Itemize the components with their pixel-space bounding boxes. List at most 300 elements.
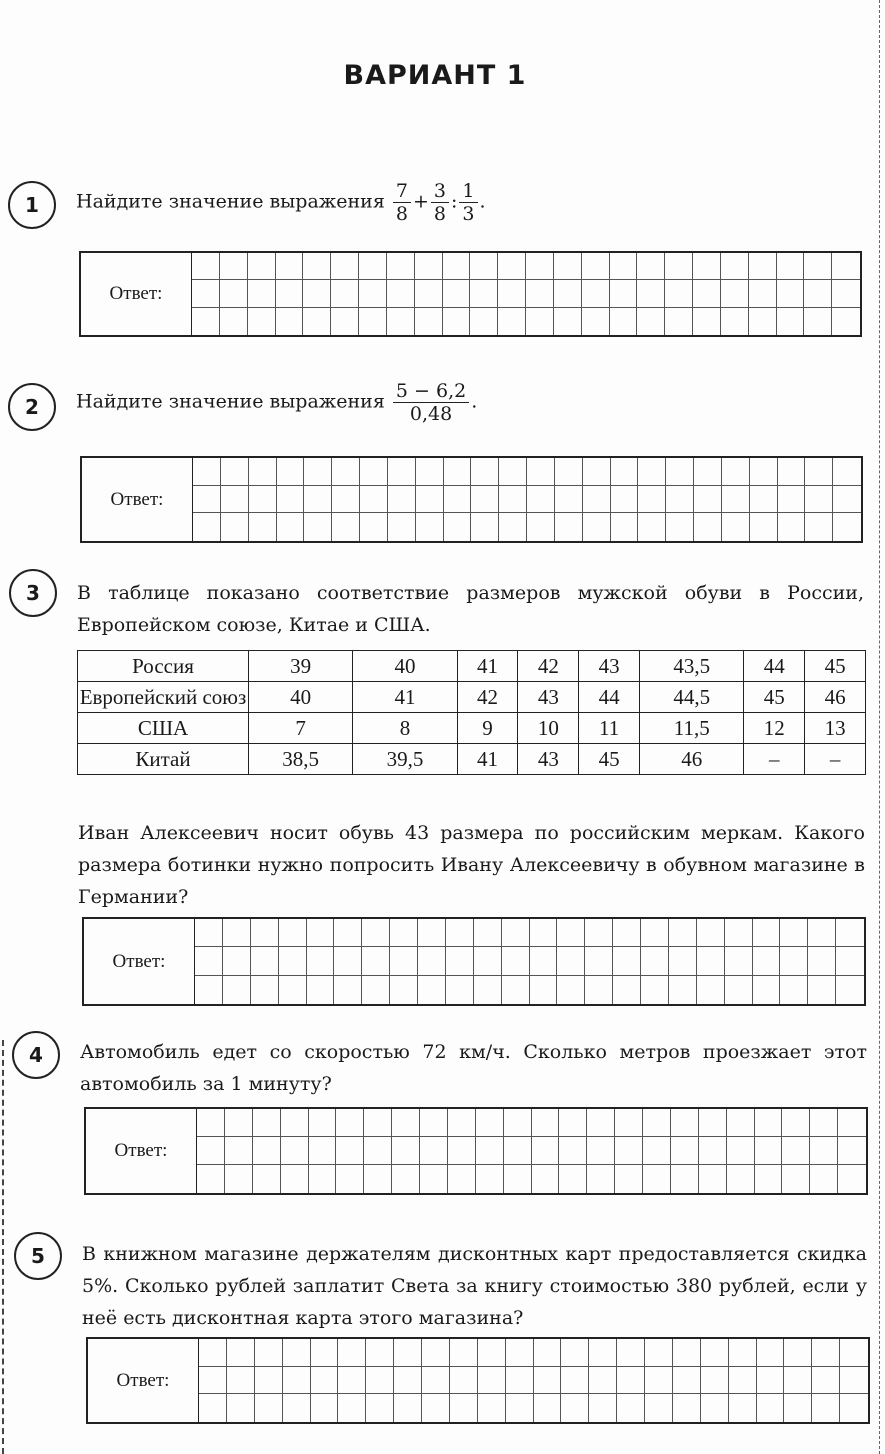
answer-cell[interactable] xyxy=(499,486,527,514)
answer-cell[interactable] xyxy=(470,308,498,335)
answer-cell[interactable] xyxy=(223,947,251,975)
answer-cell[interactable] xyxy=(532,1137,560,1165)
answer-cell[interactable] xyxy=(197,1109,225,1137)
answer-cell[interactable] xyxy=(331,253,359,280)
answer-cell[interactable] xyxy=(808,947,836,975)
answer-cell[interactable] xyxy=(281,1165,309,1193)
answer-cell[interactable] xyxy=(504,1165,532,1193)
answer-cell[interactable] xyxy=(836,947,864,975)
answer-cell[interactable] xyxy=(669,947,697,975)
answer-cell[interactable] xyxy=(311,1394,339,1422)
answer-cell[interactable] xyxy=(534,1394,562,1422)
answer-cell[interactable] xyxy=(585,947,613,975)
answer-cell[interactable] xyxy=(311,1367,339,1395)
answer-cell[interactable] xyxy=(722,486,750,514)
answer-cell[interactable] xyxy=(694,458,722,486)
answer-cell[interactable] xyxy=(757,1339,785,1367)
answer-cell[interactable] xyxy=(641,976,669,1004)
answer-cell[interactable] xyxy=(637,253,665,280)
answer-grid[interactable] xyxy=(199,1339,868,1422)
answer-cell[interactable] xyxy=(502,919,530,947)
answer-cell[interactable] xyxy=(255,1339,283,1367)
answer-cell[interactable] xyxy=(471,513,499,541)
answer-cell[interactable] xyxy=(808,919,836,947)
answer-cell[interactable] xyxy=(331,280,359,307)
answer-cell[interactable] xyxy=(332,458,360,486)
answer-cell[interactable] xyxy=(192,280,220,307)
answer-cell[interactable] xyxy=(227,1367,255,1395)
answer-cell[interactable] xyxy=(415,253,443,280)
answer-cell[interactable] xyxy=(527,458,555,486)
answer-cell[interactable] xyxy=(610,280,638,307)
answer-cell[interactable] xyxy=(777,280,805,307)
answer-cell[interactable] xyxy=(778,458,806,486)
answer-cell[interactable] xyxy=(338,1339,366,1367)
answer-cell[interactable] xyxy=(693,308,721,335)
answer-cell[interactable] xyxy=(448,1137,476,1165)
answer-cell[interactable] xyxy=(387,280,415,307)
answer-cell[interactable] xyxy=(225,1137,253,1165)
answer-cell[interactable] xyxy=(838,1165,866,1193)
answer-cell[interactable] xyxy=(359,280,387,307)
answer-cell[interactable] xyxy=(804,308,832,335)
answer-cell[interactable] xyxy=(444,513,472,541)
answer-cell[interactable] xyxy=(225,1165,253,1193)
answer-cell[interactable] xyxy=(478,1339,506,1367)
answer-cell[interactable] xyxy=(725,976,753,1004)
answer-cell[interactable] xyxy=(392,1165,420,1193)
answer-cell[interactable] xyxy=(777,253,805,280)
answer-cell[interactable] xyxy=(192,308,220,335)
answer-cell[interactable] xyxy=(527,486,555,514)
answer-cell[interactable] xyxy=(390,976,418,1004)
answer-cell[interactable] xyxy=(446,947,474,975)
answer-cell[interactable] xyxy=(784,1394,812,1422)
answer-cell[interactable] xyxy=(530,919,558,947)
answer-cell[interactable] xyxy=(444,486,472,514)
answer-box-4[interactable] xyxy=(84,1107,868,1195)
answer-cell[interactable] xyxy=(784,1339,812,1367)
answer-cell[interactable] xyxy=(671,1137,699,1165)
answer-cell[interactable] xyxy=(366,1394,394,1422)
answer-cell[interactable] xyxy=(499,458,527,486)
answer-cell[interactable] xyxy=(673,1367,701,1395)
answer-cell[interactable] xyxy=(199,1394,227,1422)
answer-cell[interactable] xyxy=(415,308,443,335)
answer-cell[interactable] xyxy=(722,513,750,541)
answer-cell[interactable] xyxy=(331,308,359,335)
answer-cell[interactable] xyxy=(832,280,860,307)
answer-cell[interactable] xyxy=(470,253,498,280)
answer-cell[interactable] xyxy=(749,308,777,335)
answer-cell[interactable] xyxy=(390,919,418,947)
answer-cell[interactable] xyxy=(750,486,778,514)
answer-cell[interactable] xyxy=(805,486,833,514)
answer-cell[interactable] xyxy=(281,1137,309,1165)
answer-cell[interactable] xyxy=(283,1339,311,1367)
answer-cell[interactable] xyxy=(420,1109,448,1137)
answer-cell[interactable] xyxy=(729,1367,757,1395)
answer-cell[interactable] xyxy=(193,458,221,486)
answer-cell[interactable] xyxy=(750,458,778,486)
answer-cell[interactable] xyxy=(615,1109,643,1137)
answer-cell[interactable] xyxy=(555,458,583,486)
answer-cell[interactable] xyxy=(283,1367,311,1395)
answer-cell[interactable] xyxy=(559,1109,587,1137)
answer-cell[interactable] xyxy=(506,1339,534,1367)
answer-cell[interactable] xyxy=(561,1367,589,1395)
answer-cell[interactable] xyxy=(309,1165,337,1193)
answer-cell[interactable] xyxy=(694,513,722,541)
answer-cell[interactable] xyxy=(388,486,416,514)
answer-cell[interactable] xyxy=(199,1339,227,1367)
answer-cell[interactable] xyxy=(557,976,585,1004)
answer-cell[interactable] xyxy=(309,1109,337,1137)
answer-cell[interactable] xyxy=(416,486,444,514)
answer-cell[interactable] xyxy=(534,1367,562,1395)
answer-cell[interactable] xyxy=(279,947,307,975)
answer-cell[interactable] xyxy=(277,458,305,486)
answer-cell[interactable] xyxy=(645,1367,673,1395)
answer-cell[interactable] xyxy=(583,513,611,541)
answer-cell[interactable] xyxy=(610,308,638,335)
answer-cell[interactable] xyxy=(388,458,416,486)
answer-cell[interactable] xyxy=(362,976,390,1004)
answer-box-3[interactable] xyxy=(82,917,866,1006)
answer-cell[interactable] xyxy=(638,458,666,486)
answer-cell[interactable] xyxy=(336,1165,364,1193)
answer-cell[interactable] xyxy=(587,1137,615,1165)
answer-cell[interactable] xyxy=(478,1367,506,1395)
answer-cell[interactable] xyxy=(725,919,753,947)
answer-cell[interactable] xyxy=(364,1109,392,1137)
answer-cell[interactable] xyxy=(665,280,693,307)
answer-cell[interactable] xyxy=(638,486,666,514)
answer-cell[interactable] xyxy=(530,947,558,975)
answer-cell[interactable] xyxy=(506,1394,534,1422)
answer-cell[interactable] xyxy=(360,513,388,541)
answer-cell[interactable] xyxy=(559,1137,587,1165)
answer-cell[interactable] xyxy=(195,976,223,1004)
answer-cell[interactable] xyxy=(750,513,778,541)
answer-cell[interactable] xyxy=(585,976,613,1004)
answer-cell[interactable] xyxy=(471,458,499,486)
answer-cell[interactable] xyxy=(611,458,639,486)
answer-cell[interactable] xyxy=(446,919,474,947)
answer-cell[interactable] xyxy=(422,1339,450,1367)
answer-cell[interactable] xyxy=(499,513,527,541)
answer-cell[interactable] xyxy=(697,947,725,975)
answer-cell[interactable] xyxy=(253,1109,281,1137)
answer-cell[interactable] xyxy=(749,253,777,280)
answer-cell[interactable] xyxy=(220,253,248,280)
answer-cell[interactable] xyxy=(248,280,276,307)
answer-cell[interactable] xyxy=(666,513,694,541)
answer-cell[interactable] xyxy=(693,280,721,307)
answer-cell[interactable] xyxy=(671,1165,699,1193)
answer-cell[interactable] xyxy=(666,486,694,514)
answer-box-1[interactable] xyxy=(79,251,862,337)
answer-cell[interactable] xyxy=(193,513,221,541)
answer-cell[interactable] xyxy=(303,308,331,335)
answer-cell[interactable] xyxy=(610,253,638,280)
answer-cell[interactable] xyxy=(701,1394,729,1422)
answer-cell[interactable] xyxy=(223,976,251,1004)
answer-cell[interactable] xyxy=(334,947,362,975)
answer-cell[interactable] xyxy=(526,253,554,280)
answer-cell[interactable] xyxy=(810,1109,838,1137)
answer-cell[interactable] xyxy=(643,1109,671,1137)
answer-cell[interactable] xyxy=(561,1394,589,1422)
answer-cell[interactable] xyxy=(249,458,277,486)
answer-cell[interactable] xyxy=(699,1137,727,1165)
answer-cell[interactable] xyxy=(753,976,781,1004)
answer-cell[interactable] xyxy=(589,1339,617,1367)
answer-cell[interactable] xyxy=(753,919,781,947)
answer-cell[interactable] xyxy=(645,1394,673,1422)
answer-cell[interactable] xyxy=(418,947,446,975)
answer-cell[interactable] xyxy=(248,308,276,335)
answer-cell[interactable] xyxy=(582,280,610,307)
answer-cell[interactable] xyxy=(448,1109,476,1137)
answer-cell[interactable] xyxy=(527,513,555,541)
answer-cell[interactable] xyxy=(281,1109,309,1137)
answer-cell[interactable] xyxy=(727,1165,755,1193)
answer-cell[interactable] xyxy=(784,1367,812,1395)
answer-cell[interactable] xyxy=(366,1367,394,1395)
answer-cell[interactable] xyxy=(749,280,777,307)
answer-cell[interactable] xyxy=(336,1137,364,1165)
answer-cell[interactable] xyxy=(836,976,864,1004)
answer-cell[interactable] xyxy=(227,1339,255,1367)
answer-cell[interactable] xyxy=(778,486,806,514)
answer-cell[interactable] xyxy=(471,486,499,514)
answer-cell[interactable] xyxy=(474,976,502,1004)
answer-cell[interactable] xyxy=(311,1339,339,1367)
answer-cell[interactable] xyxy=(613,919,641,947)
answer-cell[interactable] xyxy=(526,280,554,307)
answer-box-5[interactable] xyxy=(86,1337,870,1424)
answer-cell[interactable] xyxy=(420,1137,448,1165)
answer-cell[interactable] xyxy=(359,253,387,280)
answer-cell[interactable] xyxy=(227,1394,255,1422)
answer-cell[interactable] xyxy=(727,1137,755,1165)
answer-cell[interactable] xyxy=(416,513,444,541)
answer-cell[interactable] xyxy=(276,280,304,307)
answer-cell[interactable] xyxy=(251,919,279,947)
answer-cell[interactable] xyxy=(555,486,583,514)
answer-cell[interactable] xyxy=(587,1109,615,1137)
answer-cell[interactable] xyxy=(755,1137,783,1165)
answer-cell[interactable] xyxy=(276,308,304,335)
answer-cell[interactable] xyxy=(450,1339,478,1367)
answer-cell[interactable] xyxy=(782,1165,810,1193)
answer-cell[interactable] xyxy=(303,280,331,307)
answer-cell[interactable] xyxy=(249,513,277,541)
answer-cell[interactable] xyxy=(671,1109,699,1137)
answer-cell[interactable] xyxy=(617,1339,645,1367)
answer-cell[interactable] xyxy=(804,253,832,280)
answer-cell[interactable] xyxy=(502,976,530,1004)
answer-cell[interactable] xyxy=(334,919,362,947)
answer-cell[interactable] xyxy=(587,1165,615,1193)
answer-cell[interactable] xyxy=(561,1339,589,1367)
answer-cell[interactable] xyxy=(838,1137,866,1165)
answer-cell[interactable] xyxy=(504,1109,532,1137)
answer-cell[interactable] xyxy=(255,1394,283,1422)
answer-cell[interactable] xyxy=(248,253,276,280)
answer-cell[interactable] xyxy=(615,1165,643,1193)
answer-cell[interactable] xyxy=(838,1109,866,1137)
answer-cell[interactable] xyxy=(721,280,749,307)
answer-cell[interactable] xyxy=(277,486,305,514)
answer-cell[interactable] xyxy=(641,919,669,947)
answer-cell[interactable] xyxy=(645,1339,673,1367)
answer-cell[interactable] xyxy=(526,308,554,335)
answer-cell[interactable] xyxy=(307,919,335,947)
answer-cell[interactable] xyxy=(804,280,832,307)
answer-cell[interactable] xyxy=(360,486,388,514)
answer-cell[interactable] xyxy=(223,919,251,947)
answer-cell[interactable] xyxy=(782,1137,810,1165)
answer-cell[interactable] xyxy=(805,458,833,486)
answer-cell[interactable] xyxy=(192,253,220,280)
answer-cell[interactable] xyxy=(225,1109,253,1137)
answer-cell[interactable] xyxy=(701,1339,729,1367)
answer-cell[interactable] xyxy=(446,976,474,1004)
answer-cell[interactable] xyxy=(757,1367,785,1395)
answer-cell[interactable] xyxy=(613,976,641,1004)
answer-cell[interactable] xyxy=(778,513,806,541)
answer-cell[interactable] xyxy=(757,1394,785,1422)
answer-cell[interactable] xyxy=(833,486,861,514)
answer-cell[interactable] xyxy=(193,486,221,514)
answer-cell[interactable] xyxy=(309,1137,337,1165)
answer-cell[interactable] xyxy=(279,976,307,1004)
answer-cell[interactable] xyxy=(362,919,390,947)
answer-cell[interactable] xyxy=(840,1367,868,1395)
answer-box-2[interactable] xyxy=(80,456,863,543)
answer-cell[interactable] xyxy=(638,513,666,541)
answer-cell[interactable] xyxy=(555,513,583,541)
answer-cell[interactable] xyxy=(780,919,808,947)
answer-cell[interactable] xyxy=(554,253,582,280)
answer-grid[interactable] xyxy=(195,919,864,1004)
answer-cell[interactable] xyxy=(673,1339,701,1367)
answer-cell[interactable] xyxy=(251,976,279,1004)
answer-cell[interactable] xyxy=(643,1165,671,1193)
answer-cell[interactable] xyxy=(669,976,697,1004)
answer-cell[interactable] xyxy=(808,976,836,1004)
answer-grid[interactable] xyxy=(193,458,861,541)
answer-cell[interactable] xyxy=(249,486,277,514)
answer-cell[interactable] xyxy=(418,919,446,947)
answer-cell[interactable] xyxy=(836,919,864,947)
answer-cell[interactable] xyxy=(338,1394,366,1422)
answer-cell[interactable] xyxy=(443,280,471,307)
answer-cell[interactable] xyxy=(283,1394,311,1422)
answer-cell[interactable] xyxy=(474,919,502,947)
answer-cell[interactable] xyxy=(476,1109,504,1137)
answer-cell[interactable] xyxy=(498,280,526,307)
answer-cell[interactable] xyxy=(585,919,613,947)
answer-cell[interactable] xyxy=(253,1137,281,1165)
answer-cell[interactable] xyxy=(617,1367,645,1395)
answer-cell[interactable] xyxy=(840,1339,868,1367)
answer-cell[interactable] xyxy=(699,1109,727,1137)
answer-cell[interactable] xyxy=(303,253,331,280)
answer-cell[interactable] xyxy=(755,1165,783,1193)
answer-cell[interactable] xyxy=(727,1109,755,1137)
answer-cell[interactable] xyxy=(694,486,722,514)
answer-cell[interactable] xyxy=(364,1137,392,1165)
answer-cell[interactable] xyxy=(637,280,665,307)
answer-cell[interactable] xyxy=(221,513,249,541)
answer-cell[interactable] xyxy=(782,1109,810,1137)
answer-cell[interactable] xyxy=(810,1165,838,1193)
answer-cell[interactable] xyxy=(338,1367,366,1395)
answer-cell[interactable] xyxy=(502,947,530,975)
answer-cell[interactable] xyxy=(810,1137,838,1165)
answer-cell[interactable] xyxy=(669,919,697,947)
answer-cell[interactable] xyxy=(334,976,362,1004)
answer-cell[interactable] xyxy=(506,1367,534,1395)
answer-cell[interactable] xyxy=(390,947,418,975)
answer-cell[interactable] xyxy=(532,1109,560,1137)
answer-grid[interactable] xyxy=(192,253,860,335)
answer-cell[interactable] xyxy=(812,1367,840,1395)
answer-cell[interactable] xyxy=(532,1165,560,1193)
answer-cell[interactable] xyxy=(833,513,861,541)
answer-cell[interactable] xyxy=(307,947,335,975)
answer-cell[interactable] xyxy=(394,1394,422,1422)
answer-cell[interactable] xyxy=(394,1367,422,1395)
answer-cell[interactable] xyxy=(418,976,446,1004)
answer-cell[interactable] xyxy=(498,253,526,280)
answer-cell[interactable] xyxy=(277,513,305,541)
answer-cell[interactable] xyxy=(697,976,725,1004)
answer-cell[interactable] xyxy=(360,458,388,486)
answer-cell[interactable] xyxy=(725,947,753,975)
answer-cell[interactable] xyxy=(554,280,582,307)
answer-cell[interactable] xyxy=(777,308,805,335)
answer-cell[interactable] xyxy=(443,253,471,280)
answer-cell[interactable] xyxy=(366,1339,394,1367)
answer-cell[interactable] xyxy=(721,253,749,280)
answer-cell[interactable] xyxy=(332,513,360,541)
answer-cell[interactable] xyxy=(304,486,332,514)
answer-cell[interactable] xyxy=(387,253,415,280)
answer-cell[interactable] xyxy=(416,458,444,486)
answer-cell[interactable] xyxy=(362,947,390,975)
answer-cell[interactable] xyxy=(721,308,749,335)
answer-cell[interactable] xyxy=(220,308,248,335)
answer-cell[interactable] xyxy=(753,947,781,975)
answer-cell[interactable] xyxy=(387,308,415,335)
answer-cell[interactable] xyxy=(478,1394,506,1422)
answer-cell[interactable] xyxy=(221,486,249,514)
answer-cell[interactable] xyxy=(195,919,223,947)
answer-cell[interactable] xyxy=(364,1165,392,1193)
answer-cell[interactable] xyxy=(504,1137,532,1165)
answer-cell[interactable] xyxy=(641,947,669,975)
answer-cell[interactable] xyxy=(220,280,248,307)
answer-cell[interactable] xyxy=(450,1394,478,1422)
answer-cell[interactable] xyxy=(805,513,833,541)
answer-cell[interactable] xyxy=(582,308,610,335)
answer-cell[interactable] xyxy=(444,458,472,486)
answer-cell[interactable] xyxy=(530,976,558,1004)
